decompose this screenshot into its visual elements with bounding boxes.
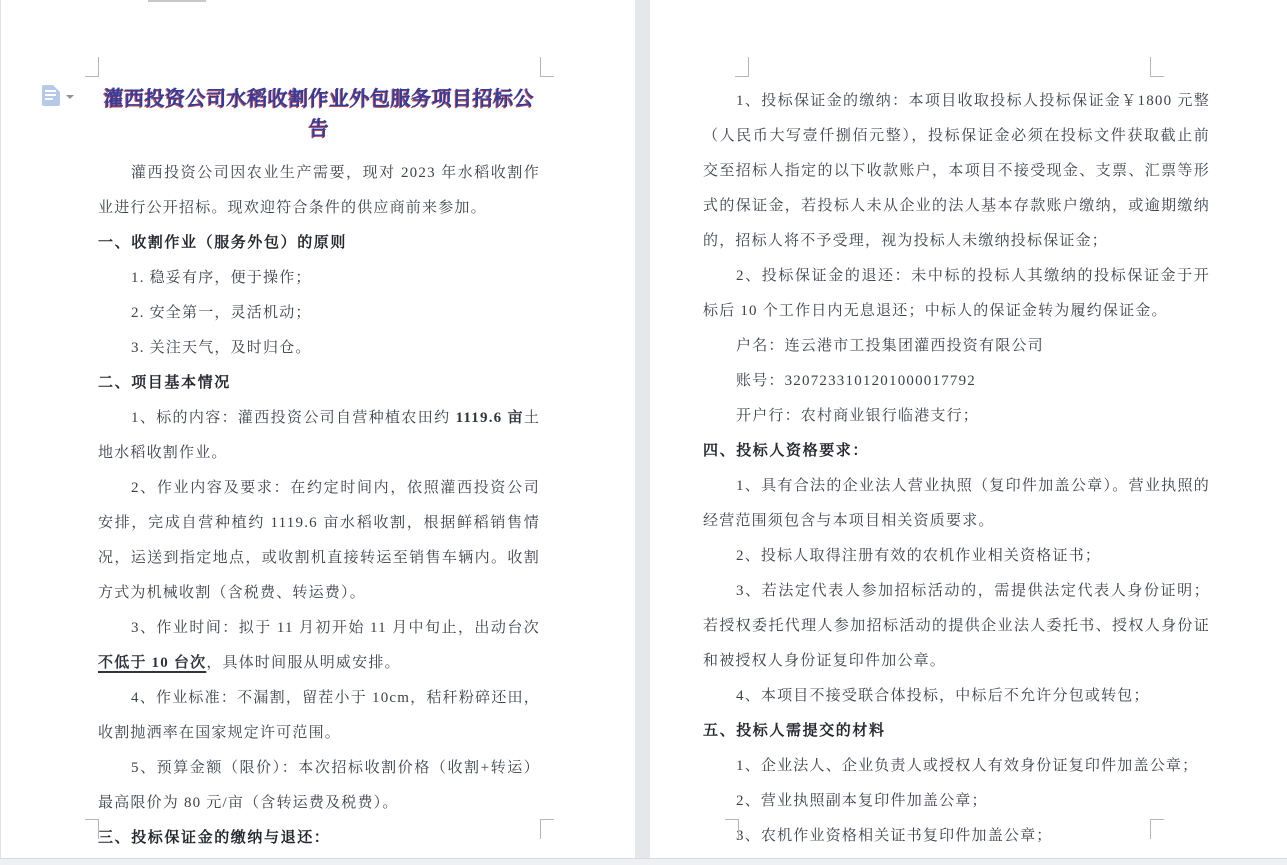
paragraph [703,679,1210,714]
text-run: 1、标的内容：灌西投资公司自营种植农田约 [131,410,456,426]
margin-corner-mark [1150,57,1164,77]
text-run: 开户行：农村商业银行临港支行； [736,408,980,424]
page-2[interactable] [650,0,1287,858]
text-run: 一、收割作业（服务外包）的原则 [98,235,348,251]
paste-icon-line [45,98,53,100]
margin-corner-mark [85,819,99,839]
section-heading [98,366,540,401]
text-run: 2. 安全第一，灵活机动； [131,305,312,321]
text-run: 1、企业法人、企业负责人或授权人有效身份证复印件加盖公章； [736,758,1199,774]
text-run: 3、农机作业资格相关证书复印件加盖公章； [736,828,1053,844]
page-1[interactable] [0,0,635,858]
paragraph [703,469,1210,539]
margin-corner-mark [540,819,554,839]
section-heading [98,226,540,261]
paste-options-button[interactable] [40,85,76,109]
paragraph [703,329,1210,364]
text-run: 3. 关注天气，及时归仓。 [131,340,312,356]
margin-corner-mark [85,57,99,77]
page-1-content [98,84,540,856]
text-run: 2、营业执照副本复印件加盖公章； [736,793,988,809]
paragraph [98,401,540,471]
paragraph [703,399,1210,434]
margin-corner-mark [1150,819,1164,839]
text-run: 3、作业时间：拟于 11 月初开始 11 月中旬止，出动台次 [131,620,540,636]
text-run: 1、具有合法的企业法人营业执照（复印件加盖公章）。营业执照的经营范围须包含与本项目相关资质要求。 [703,478,1210,529]
paste-icon [42,85,60,106]
page-2-content [703,84,1210,854]
section-heading [703,434,1210,469]
text-run: 1. 稳妥有序，便于操作； [131,270,312,286]
paragraph [98,681,540,751]
paragraph [703,259,1210,329]
paragraph [703,819,1210,854]
document-title [98,84,540,144]
paragraph [703,749,1210,784]
paragraph [98,261,540,296]
paragraph [98,611,540,681]
dropdown-arrow-icon [66,95,74,99]
text-run: 二、项目基本情况 [98,375,231,391]
text-run: 1、投标保证金的缴纳：本项目收取投标人投标保证金￥1800 元整（人民币大写壹仟捌佰元整），投标保证金必须在投标文件获取截止前交至招标人指定的以下收款账户，本项目不接受现金、支票、汇票等形式的保证金，若投标人未从企业的法人基本存款账户缴纳，或逾期缴纳的，招标人将不予受理，视为投标人未缴纳投标保证金； [703,93,1210,249]
page-top-mark [148,0,206,2]
paragraph [703,364,1210,399]
bold-text: 1119.6 亩 [455,410,524,426]
paragraph [98,471,540,611]
canvas-bottom-edge [0,858,1287,865]
margin-corner-mark [540,57,554,77]
paragraph [98,331,540,366]
text-run: 土地水稻收割作业。 [98,410,541,461]
text-run: 户名：连云港市工投集团灌西投资有限公司 [736,338,1044,354]
text-run: ，具体时间服从明威安排。 [206,655,401,671]
page-gap [635,0,650,858]
paragraph [703,539,1210,574]
paste-icon-line [45,90,56,92]
text-run: 三、投标保证金的缴纳与退还： [98,830,331,846]
text-run: 5、预算金额（限价）：本次招标收割价格（收割+转运）最高限价为 80 元/亩（含转运费及税费）。 [98,760,540,811]
text-run: 五、投标人需提交的材料 [703,723,886,739]
text-run: 账号：3207233101201000017792 [736,373,977,389]
paragraph [703,784,1210,819]
paragraph [98,751,540,821]
paragraph [98,296,540,331]
paragraph [703,84,1210,259]
underlined-bold-text: 不低于 10 台次 [98,655,207,671]
paragraph [98,156,540,226]
text-run: 灌西投资公司水稻收割作业外包服务项目招标公告 [103,88,535,140]
text-run: 四、投标人资格要求： [703,443,870,459]
paste-icon-line [45,94,56,96]
text-run: 2、投标人取得注册有效的农机作业相关资格证书； [736,548,1102,564]
text-run: 灌西投资公司因农业生产需要，现对 2023 年水稻收割作业进行公开招标。现欢迎符合条件的供应商前来参加。 [98,165,540,216]
margin-corner-mark [735,57,749,77]
text-run: 3、若法定代表人参加招标活动的，需提供法定代表人身份证明；若授权委托代理人参加招标活动的提供企业法人委托书、授权人身份证和被授权人身份证复印件加公章。 [703,583,1210,669]
text-run: 4、本项目不接受联合体投标，中标后不允许分包或转包； [736,688,1150,704]
margin-corner-mark [725,819,739,839]
section-heading [703,714,1210,749]
paragraph [703,574,1210,679]
text-run: 4、作业标准：不漏割，留茬小于 10cm，秸秆粉碎还田，收割抛洒率在国家规定许可范围。 [98,690,540,741]
text-run: 2、投标保证金的退还：未中标的投标人其缴纳的投标保证金于开标后 10 个工作日内无息退还；中标人的保证金转为履约保证金。 [703,268,1210,319]
page-left-edge [0,0,1,858]
text-run: 2、作业内容及要求：在约定时间内，依照灌西投资公司安排，完成自营种植约 1119.6 亩水稻收割，根据鲜稻销售情况，运送到指定地点，或收割机直接转运至销售车辆内。收割方式为机械收割（含税费、转运费）。 [98,480,540,601]
section-heading [98,821,540,856]
